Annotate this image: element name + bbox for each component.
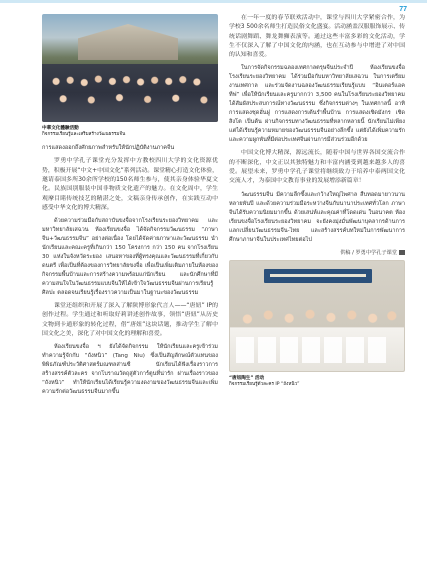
banner <box>264 269 372 283</box>
group-of-people <box>42 64 218 122</box>
left-column <box>42 14 218 401</box>
caption-th: กิจกรรมเรียนรู้ตัวละคร IP “ถังหนิว” <box>229 381 300 387</box>
zh-paragraph: 课堂还组织和开展了深入了解陕博形象代言人——“唐妞” IP的创作过程。学生通过和听取好莉讲述创作故事，领悟“唐妞”从历史文物到卡通形象的转化过程，借“唐妞”这块话题，推动学生了解中国文化之美，深化了对中国文化的理解和喜爱。 <box>42 303 218 338</box>
photo-caption-1 <box>42 126 218 138</box>
th-paragraph: วัฒนธรรมจีน มีความลึกซึ้งและกว้างใหญ่ไพศาล สืบทอดมายาวนานหลายพันปี และด้วยความร่วมมือระหว่างจีนกับนานาประเทศทั่วโลก ภาษาจีนได้รับความนิยมมากขึ้น ด้วยเสน่ห์และคุณค่าที่โดดเด่น ในอนาคต ห้องเรียนขงจื่อโรงเรียนระยองวิทยาคม จะยังคงมุ่งมั่นพัฒนาบุคลากรด้านการแลกเปลี่ยนวัฒนธรรมจีน-ไทย และสร้างสรรค์บทใหม่ในการพัฒนาการศึกษาภาษาจีนในประเทศไทยต่อไป <box>229 191 405 243</box>
photo-caption-2 <box>229 376 405 388</box>
caption-zh: “唐妞陶生” 活动 <box>229 375 265 381</box>
top-border <box>0 0 427 3</box>
credit-text: 供稿 / 罗勇中学孔子课堂 <box>340 249 397 256</box>
th-intro: การแสดงออกถึงศักยภาพสำหรับให้นักปฏิบัติงานภาคจีน <box>42 145 175 152</box>
group-photo <box>42 14 218 122</box>
right-column <box>229 14 405 388</box>
classroom-photo <box>229 260 405 372</box>
zh-paragraph: 罗勇中学孔子课堂充分发挥中方教校四川大学的文化资源优势，积极开展“中文+中国文化”系列活动。课堂精心打造文化体验，邀请泰国多所30余所学校的150名师生参与，使其亲身体验华夏文化。民族国别服装中国非物质文化遗产的魅力。在文化周中，学生观摩目睹传统技艺的精湛之处，文稿亲身传承创作，在实践互动中感受中华文化的博大精深。 <box>42 158 218 211</box>
th-paragraph: ด้วยความร่วมมือกับสถาบันขงจื่อจากโรงเรียนระยองวิทยาคม และมหาวิทยาลัยเสฉวน ห้องเรียนขงจื่อ ได้จัดกิจกรรมวัฒนธรรม “ภาษาจีน+วัฒนธรรมจีน” อย่างต่อเนื่อง โดยได้จัดค่ายภาษาและวัฒนธรรม นำนักเรียนและคณะครูที่เกินกว่า 150 โครงการ กว่า 150 คน จากโรงเรียน 30 แห่งในจังหวัดระยอง เสนอหาของที่ผู้ทรงคุณและวัฒนธรรมที่เกี่ยวกับดนตรี เพื่อเป็นที่ต้องของการวิทยาลัยขงจื่อ เพื่อเป็นเพิ่มเติมภายในห้องของกิจกรรมพื้นบ้านและการสร้างความพร้อมแก่นักเรียน และนักศึกษาที่มีความสนใจในวัฒนธรรมแบบจีนให้ได้เข้าใจวัฒนธรรมจีนผ่านการเรียนรู้ศิลปะ ตลอดจนเรียนรู้เรื่องราวความเป็นมาในฐานะของวัฒนธรรม <box>42 218 218 297</box>
zh-paragraph: 中国文化博大精深，源远流长，随着中国与世界各国交流合作的不断深化，中文正以其独特魅力和丰富内涵受到越来越多人的喜爱。展望未来，罗勇中学孔子课堂将继续致力于培养中泰两国文化交流人才，为泰国中文教育事业的发展增添新篇章！ <box>229 150 405 185</box>
end-mark-icon <box>399 250 405 255</box>
tang-niu-cards <box>236 337 398 363</box>
zh-paragraph: 在一年一度的春节联欢活动中，课堂与四川大学紧密合作，为学校3 500余名师生打造民俗文化盛宴。活动涵盖汉服服饰展示、传统话剧舞蹈、舞龙舞狮表演等。通过这些丰富多彩的文化活动，学生不仅深入了解了中国文化的内涵，也在互动参与中增进了对中国的认知和喜爱。 <box>229 15 405 59</box>
article-credit <box>229 249 405 256</box>
page-number: 77 <box>399 6 407 13</box>
caption-th: กิจกรรมเรียนรู้และเสริมสร้างวัฒนธรรมจีน <box>42 132 126 138</box>
pagoda-building <box>78 24 178 60</box>
caption-zh: 中華文化體驗活動 <box>42 126 79 131</box>
th-paragraph: ในการจัดกิจกรรมฉลองเทศกาลตรุษจีนประจำปี ห้องเรียนขงจื่อโรงเรียนระยองวิทยาคม ได้ร่วมมือกับมหาวิทยาลัยเสฉวน ในการเตรียมงานเทศกาล และร่วมจัดงานฉลองวัฒนธรรมเรียนรู้แบบ “อินเตอร์แอคทีฟ” เพื่อให้นักเรียนและครูมากกว่า 3,500 คนในโรงเรียนระยองวิทยาคม ได้สัมผัสประสบการณ์ทางวัฒนธรรม ซึ่งกิจกรรมต่างๆ ในเทศกาลนี้ อาทิ การแสดงชุดฮั่นฝู การแสดงการเต้นรำพื้นบ้าน การแสดงเชิดมังกร เชิดสิงโต เป็นต้น ผ่านกิจกรรมทางวัฒนธรรมที่หลากหลายนี้ นักเรียนไม่เพียงแต่ได้เรียนรู้ความหมายของวัฒนธรรมจีนอย่างลึกซึ้ง แต่ยังได้เพิ่มความรักและความผูกพันที่มีต่อประเทศจีนผ่านการมีส่วนร่วมอีกด้วย <box>229 65 405 144</box>
th-paragraph: ห้องเรียนขงจื่อ ฯ ยังได้จัดกิจกรรม ให้นักเรียนและครูเข้าร่วมทำความรู้จักกับ “ถังหนิว” (Tang Niu) ซึ่งเป็นสัญลักษณ์ตัวแทนของพิพิธภัณฑ์ประวัติศาสตร์มณฑลส่านซี นักเรียนได้ฟังเรื่องราวการสร้างสรรค์ตัวละคร จากโบราณวัตถุสู่ตัวการ์ตูนที่น่ารัก ผ่านเรื่องราวของ “ถังหนิว” ทำให้นักเรียนได้เรียนรู้ความงดงามของวัฒนธรรมจีนและเพิ่มความรักต่อวัฒนธรรมจีนมากขึ้น <box>42 344 218 396</box>
